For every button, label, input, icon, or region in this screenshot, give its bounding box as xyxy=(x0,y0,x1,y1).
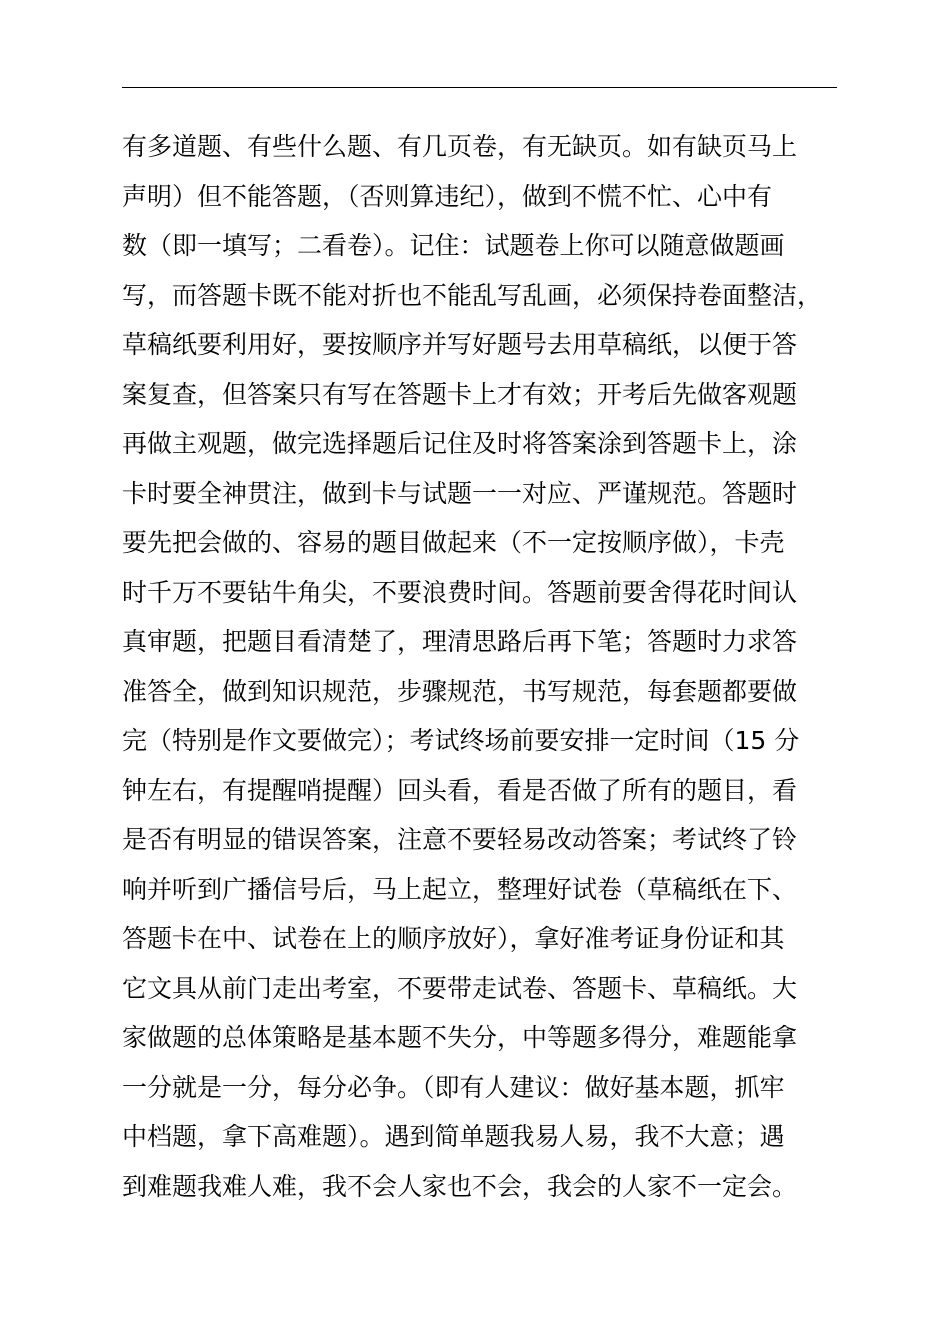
text-line: 声明）但不能答题，（否则算违纪），做到不慌不忙、心中有 xyxy=(122,181,773,211)
text-line: 有多道题、有些什么题、有几页卷，有无缺页。如有缺页马上 xyxy=(122,132,798,161)
text-line: 写，而答题卡既不能对折也不能乱写乱画，必须保持卷面整洁， xyxy=(122,280,823,310)
text-line: 响并听到广播信号后，马上起立，整理好试卷（草稿纸在下、 xyxy=(122,874,798,904)
text-line: 答题卡在中、试卷在上的顺序放好），拿好准考证身份证和其 xyxy=(122,924,785,953)
text-line: 卡时要全神贯注，做到卡与试题一一对应、严谨规范。答题时 xyxy=(122,478,798,508)
header-rule xyxy=(122,87,837,88)
body-paragraph xyxy=(122,122,852,1211)
text-line: 一分就是一分，每分必争。（即有人建议：做好基本题，抓牢 xyxy=(122,1072,785,1102)
text-line: 要先把会做的、容易的题目做起来（不一定按顺序做），卡壳 xyxy=(122,528,785,557)
text-line: 时千万不要钻牛角尖，不要浪费时间。答题前要舍得花时间认 xyxy=(122,577,798,607)
text-line: 数（即一填写；二看卷）。记住：试题卷上你可以随意做题画 xyxy=(122,231,785,260)
text-line: 再做主观题，做完选择题后记住及时将答案涂到答题卡上，涂 xyxy=(122,429,798,458)
text-line: 完（特别是作文要做完）；考试终场前要安排一定时间（15 分 xyxy=(122,726,800,755)
text-line: 到难题我难人难，我不会人家也不会，我会的人家不一定会。 xyxy=(122,1171,798,1201)
text-line: 中档题，拿下高难题）。遇到简单题我易人易，我不大意；遇 xyxy=(122,1122,785,1151)
text-line: 草稿纸要利用好，要按顺序并写好题号去用草稿纸，以便于答 xyxy=(122,330,798,359)
text-line: 真审题，把题目看清楚了，理清思路后再下笔；答题时力求答 xyxy=(122,627,798,656)
text-line: 案复查，但答案只有写在答题卡上才有效；开考后先做客观题 xyxy=(122,379,798,409)
text-line: 家做题的总体策略是基本题不失分，中等题多得分，难题能拿 xyxy=(122,1023,798,1052)
text-line: 它文具从前门走出考室，不要带走试卷、答题卡、草稿纸。大 xyxy=(122,973,798,1003)
text-line: 钟左右，有提醒哨提醒）回头看，看是否做了所有的题目，看 xyxy=(122,775,798,805)
text-line: 是否有明显的错误答案，注意不要轻易改动答案；考试终了铃 xyxy=(122,825,798,854)
text-line: 准答全，做到知识规范，步骤规范，书写规范，每套题都要做 xyxy=(122,676,798,706)
